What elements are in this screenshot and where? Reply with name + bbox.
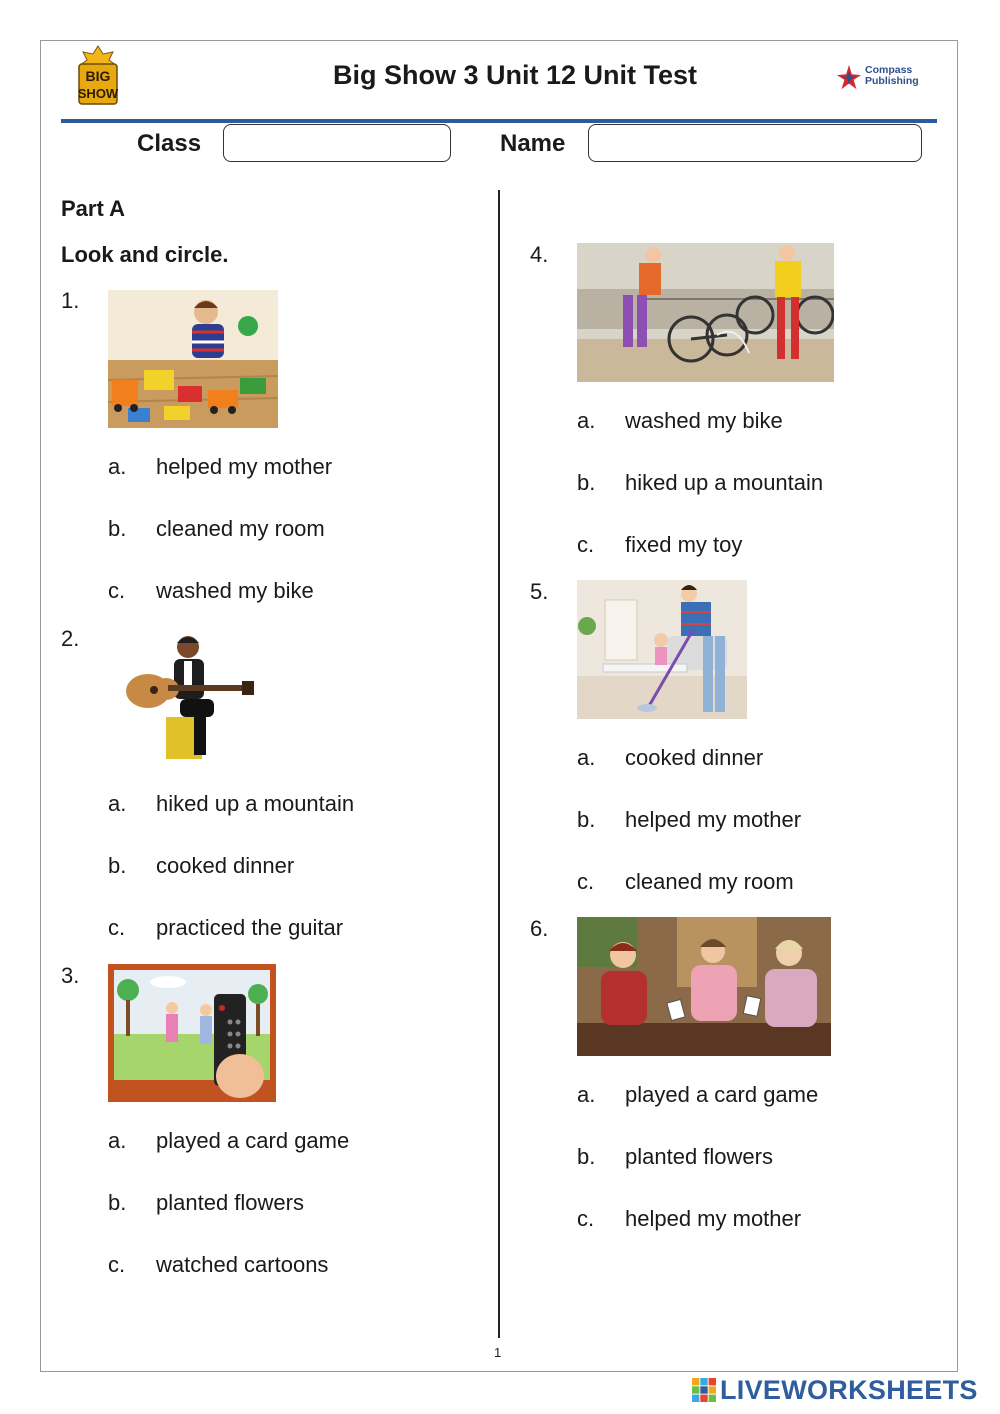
option-letter: a. (577, 408, 596, 433)
answer-option[interactable]: helped my mother (625, 807, 802, 832)
option-letter: b. (108, 853, 127, 878)
option-letter: a. (577, 1082, 596, 1107)
answer-option[interactable]: cleaned my room (156, 516, 325, 541)
option-letter: c. (108, 578, 126, 603)
answer-option[interactable]: helped my mother (156, 454, 333, 479)
question-5-photo (577, 580, 747, 719)
answer-option[interactable]: played a card game (625, 1082, 819, 1107)
option-letter: b. (577, 470, 596, 495)
answer-option[interactable]: cooked dinner (156, 853, 295, 878)
answer-option[interactable]: helped my mother (625, 1206, 802, 1231)
option-letter: c. (577, 532, 595, 557)
question-2-photo (108, 627, 278, 765)
option-letter: c. (108, 915, 126, 940)
question-number: 1. (61, 288, 80, 313)
answer-option[interactable]: cleaned my room (625, 869, 794, 894)
answer-option[interactable]: watched cartoons (156, 1252, 329, 1277)
class-input[interactable] (223, 124, 451, 162)
option-letter: a. (108, 454, 127, 479)
question-1-photo (108, 290, 278, 428)
compass-star-icon (836, 64, 862, 90)
option-letter: a. (108, 1128, 127, 1153)
option-letter: c. (108, 1252, 126, 1277)
answer-option[interactable]: planted flowers (156, 1190, 304, 1215)
page-number: 1 (494, 1345, 502, 1360)
big-show-logo (73, 44, 123, 106)
answer-option[interactable]: played a card game (156, 1128, 350, 1153)
class-label: Class (137, 130, 202, 157)
option-letter: b. (108, 516, 127, 541)
name-input[interactable] (588, 124, 922, 162)
answer-option[interactable]: practiced the guitar (156, 915, 344, 940)
option-letter: b. (108, 1190, 127, 1215)
question-6-photo (577, 917, 831, 1056)
liveworksheets-brand: LIVEWORKSHEETS (720, 1375, 978, 1405)
name-label: Name (500, 130, 566, 157)
question-4-photo (577, 243, 834, 382)
option-letter: b. (577, 1144, 596, 1169)
part-title: Part A (61, 196, 125, 221)
question-3-photo (108, 964, 276, 1102)
question-number: 5. (530, 579, 549, 604)
liveworksheets-grid-icon (692, 1378, 716, 1402)
option-letter: c. (577, 869, 595, 894)
publisher-line2: Publishing (865, 75, 919, 87)
compass-publishing-logo (836, 62, 922, 92)
question-number: 3. (61, 963, 80, 988)
answer-option[interactable]: fixed my toy (625, 532, 743, 557)
option-letter: a. (577, 745, 596, 770)
instructions: Look and circle. (61, 242, 229, 267)
answer-option[interactable]: hiked up a mountain (625, 470, 824, 495)
answer-option[interactable]: planted flowers (625, 1144, 773, 1169)
question-number: 2. (61, 626, 80, 651)
option-letter: a. (108, 791, 127, 816)
answer-option[interactable]: hiked up a mountain (156, 791, 355, 816)
svg-text:SHOW: SHOW (77, 86, 119, 101)
page-title: Big Show 3 Unit 12 Unit Test (332, 60, 698, 90)
answer-option[interactable]: washed my bike (156, 578, 314, 603)
question-number: 6. (530, 916, 549, 941)
answer-option[interactable]: cooked dinner (625, 745, 764, 770)
svg-text:BIG: BIG (85, 68, 111, 84)
liveworksheets-logo[interactable] (690, 1375, 990, 1405)
option-letter: c. (577, 1206, 595, 1231)
column-divider (498, 190, 500, 1338)
answer-option[interactable]: washed my bike (625, 408, 783, 433)
publisher-line1: Compass (865, 64, 913, 76)
question-number: 4. (530, 242, 549, 267)
option-letter: b. (577, 807, 596, 832)
header-divider (61, 119, 937, 123)
